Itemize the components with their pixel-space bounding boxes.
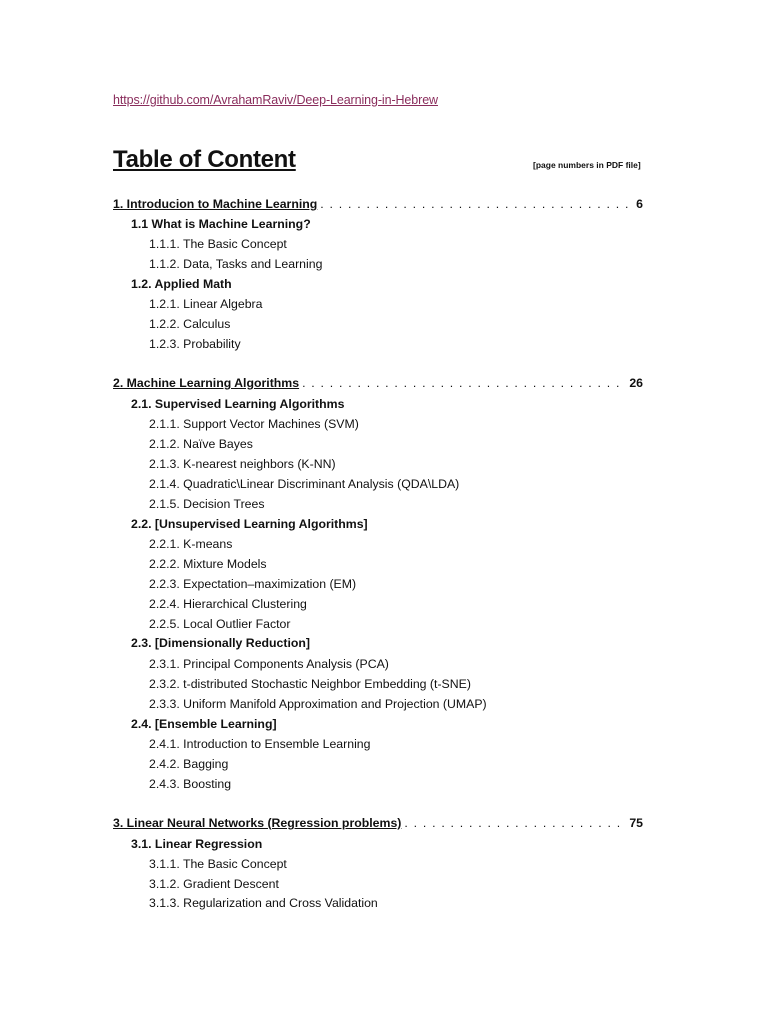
leader-dots [302,375,626,391]
toc-subsection: 1.2.1. Linear Algebra [149,297,263,311]
toc-subsection: 2.3.2. t-distributed Stochastic Neighbor Embedding (t-SNE) [149,677,471,691]
toc-chapter-label: 3. Linear Neural Networks (Regression problems) [113,816,402,830]
toc-subsection: 2.4.2. Bagging [149,757,229,771]
toc-subsection: 2.4.1. Introduction to Ensemble Learning [149,737,371,751]
toc-chapter-label: 2. Machine Learning Algorithms [113,376,300,390]
toc-chapter-2[interactable] [113,375,643,391]
toc-subsection: 2.1.2. Naïve Bayes [149,437,253,451]
page-numbers-note: [page numbers in PDF file] [533,160,641,170]
toc-subsection: 2.2.5. Local Outlier Factor [149,617,291,631]
toc-section: 2.3. [Dimensionally Reduction] [131,636,311,650]
toc-subsection: 2.2.4. Hierarchical Clustering [149,597,307,611]
toc-subsection: 1.2.3. Probability [149,337,241,351]
leader-dots [404,815,626,831]
toc-subsection: 1.1.2. Data, Tasks and Learning [149,257,323,271]
toc-subsection: 2.1.3. K-nearest neighbors (K-NN) [149,457,336,471]
toc-page-number: 6 [636,197,643,211]
page-title: Table of Content [113,146,296,173]
toc-subsection: 3.1.3. Regularization and Cross Validation [149,896,378,910]
toc-chapter-3[interactable] [113,815,643,831]
toc-subsection: 1.1.1. The Basic Concept [149,237,287,251]
toc-section: 2.4. [Ensemble Learning] [131,717,277,731]
toc-subsection: 2.1.1. Support Vector Machines (SVM) [149,417,359,431]
toc-subsection: 2.3.3. Uniform Manifold Approximation and Projection (UMAP) [149,697,487,711]
toc-subsection: 1.2.2. Calculus [149,317,231,331]
toc-section: 1.1 What is Machine Learning? [131,217,311,231]
toc-section: 3.1. Linear Regression [131,837,263,851]
toc-subsection: 2.2.2. Mixture Models [149,557,267,571]
toc-page-number: 26 [629,376,643,390]
toc-page-number: 75 [629,816,643,830]
toc-subsection: 3.1.2. Gradient Descent [149,877,279,891]
toc-subsection: 2.2.1. K-means [149,537,233,551]
toc-chapter-label: 1. Introducion to Machine Learning [113,197,318,211]
toc-subsection: 2.3.1. Principal Components Analysis (PCA) [149,657,389,671]
leader-dots [320,196,633,212]
toc-section: 2.2. [Unsupervised Learning Algorithms] [131,517,368,531]
toc-subsection: 3.1.1. The Basic Concept [149,857,287,871]
toc-subsection: 2.1.4. Quadratic\Linear Discriminant Analysis (QDA\LDA) [149,477,460,491]
toc-subsection: 2.2.3. Expectation–maximization (EM) [149,577,357,591]
toc-section: 2.1. Supervised Learning Algorithms [131,397,345,411]
toc-section: 1.2. Applied Math [131,277,232,291]
toc-chapter-1[interactable] [113,196,643,212]
github-link[interactable]: https://github.com/AvrahamRaviv/Deep-Learning-in-Hebrew [113,93,438,107]
toc-subsection: 2.4.3. Boosting [149,777,232,791]
toc-subsection: 2.1.5. Decision Trees [149,497,265,511]
